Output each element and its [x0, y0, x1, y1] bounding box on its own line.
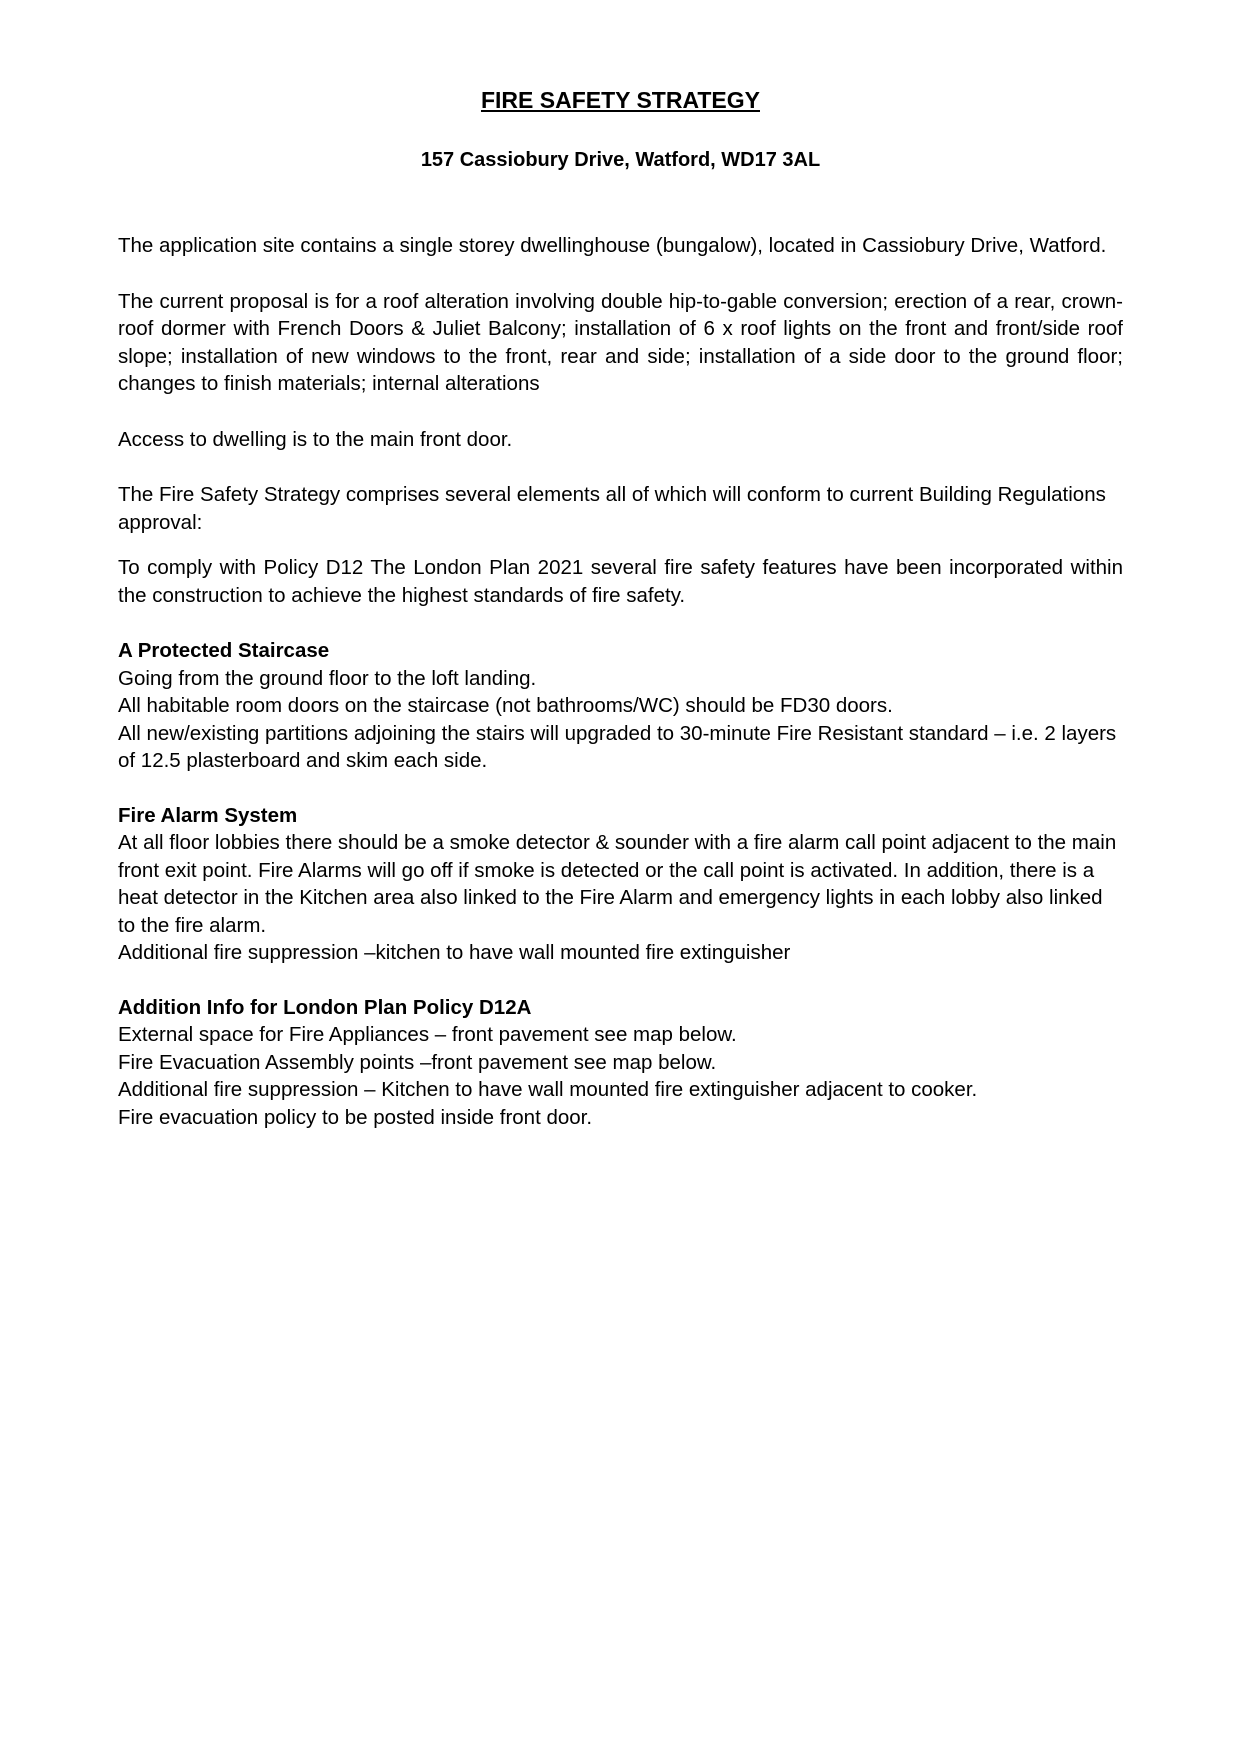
section-london-plan-d12a [118, 994, 1123, 1132]
site-address: 157 Cassiobury Drive, Watford, WD17 3AL [420, 149, 821, 171]
section-fire-alarm-system [118, 802, 1123, 967]
section-line: Additional fire suppression – Kitchen to have wall mounted fire extinguisher adjacent to cooker. [118, 1078, 978, 1101]
section-line: Fire Evacuation Assembly points –front pavement see map below. [118, 1050, 717, 1074]
intro-paragraph: The application site contains a single storey dwellinghouse (bungalow), located in Cassiobury Drive, Watford. [118, 234, 1107, 257]
intro-paragraph: Access to dwelling is to the main front door. [118, 427, 513, 451]
section-line: Additional fire suppression –kitchen to have wall mounted fire extinguisher [118, 941, 791, 964]
intro-paragraph: The Fire Safety Strategy comprises several elements all of which will conform to current Building Regulations approval: [118, 483, 1106, 534]
section-line: Fire evacuation policy to be posted inside front door. [118, 1105, 593, 1129]
section-line: External space for Fire Appliances – front pavement see map below. [118, 1023, 737, 1046]
section-line: All new/existing partitions adjoining the stairs will upgraded to 30-minute Fire Resistant standard – i.e. 2 layers of 12.5 plasterboard and skim each side. [118, 721, 1117, 772]
intro-paragraph: To comply with Policy D12 The London Plan 2021 several fire safety features have been incorporated within the construction to achieve the highest standards of fire safety. [118, 556, 1123, 607]
section-line: At all floor lobbies there should be a smoke detector & sounder with a fire alarm call point adjacent to the main front exit point. Fire Alarms will go off if smoke is detected or the call point is activated. In addition, there is a heat detector in the Kitchen area also linked to the Fire Alarm and emergency lights in each lobby also linked to the fire alarm. [118, 831, 1117, 937]
section-heading: Fire Alarm System [118, 803, 298, 827]
section-heading: A Protected Staircase [118, 639, 330, 662]
section-protected-staircase [118, 637, 1123, 775]
document-title: FIRE SAFETY STRATEGY [480, 87, 760, 113]
section-line: All habitable room doors on the staircase (not bathrooms/WC) should be FD30 doors. [118, 694, 893, 717]
document-body [118, 232, 1123, 1158]
section-heading: Addition Info for London Plan Policy D12A [118, 995, 532, 1019]
section-line: Going from the ground floor to the loft landing. [118, 666, 537, 690]
intro-paragraph: The current proposal is for a roof alteration involving double hip-to-gable conversion; erection of a rear, crown-roof dormer with French Doors & Juliet Balcony; installation of 6 x roof lights on the front and front/side roof slope; installation of new windows to the front, rear and side; installation of a side door to the ground floor; changes to finish materials; internal alterations [118, 289, 1123, 395]
